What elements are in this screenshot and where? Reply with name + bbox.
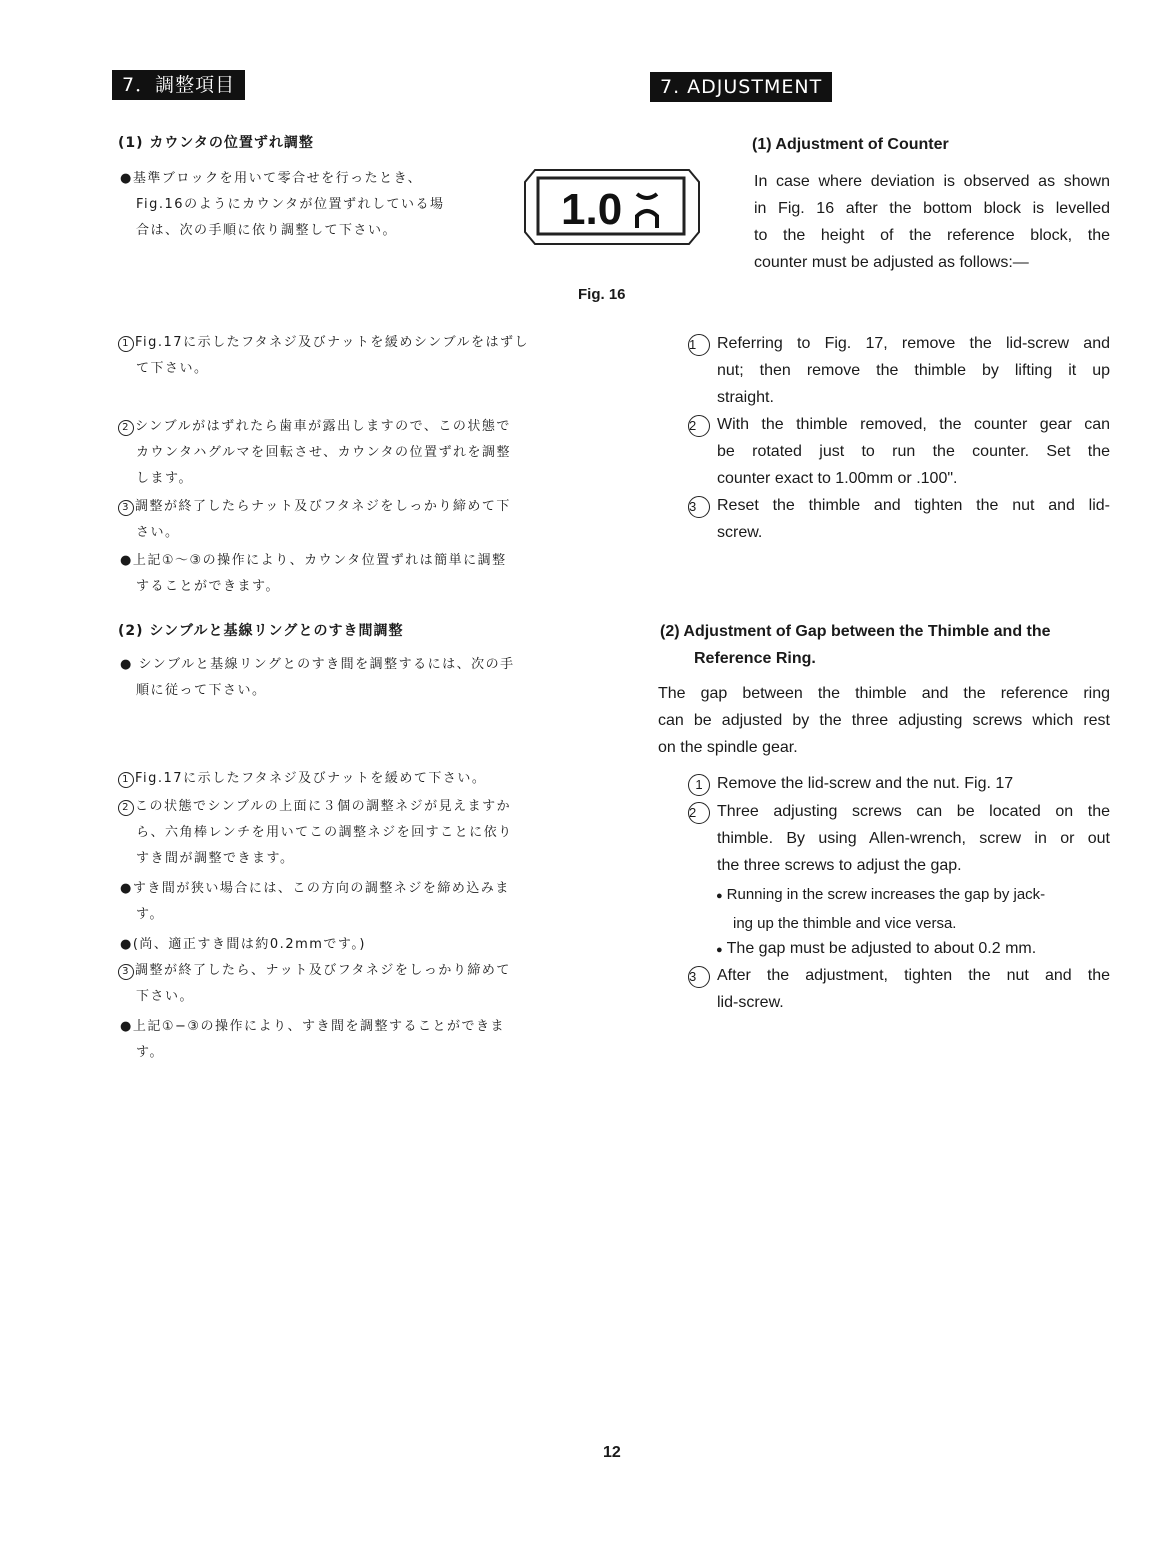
en-s2-bullet2: ● The gap must be adjusted to about 0.2 mm. bbox=[716, 940, 1037, 957]
step-number-badge: 1 bbox=[688, 774, 710, 796]
step-number-badge: 2 bbox=[118, 420, 134, 436]
jp-s2-note3: ●上記①−③の操作により、すき間を調整することができま す。 bbox=[120, 1019, 506, 1060]
figure-caption: Fig. 16 bbox=[578, 286, 626, 303]
jp-s2-heading: (2) シンブルと基線リングとのすき間調整 bbox=[118, 623, 404, 639]
step-number-badge: 3 bbox=[118, 500, 134, 516]
jp-s2-step2: 2 この状態でシンブルの上面に３個の調整ネジが見えますか ら、六角棒レンチを用いてこの調整ネジを回すことに依り すき間が調整できます。 bbox=[118, 794, 513, 872]
en-s1-intro: In case where deviation is observed as shown in Fig. 16 after the bottom block is levelled to the height of the reference block, the counter must be adjusted as follows:— bbox=[754, 173, 1110, 271]
step-number-badge: 3 bbox=[118, 964, 134, 980]
counter-display-figure bbox=[523, 166, 701, 248]
en-s1-step2: 2 With the thimble removed, the counter gear can be rotated just to run the counter. Set the counter exact to 1.00mm or .100". bbox=[689, 416, 1110, 487]
rolling-digit-bottom bbox=[637, 211, 657, 228]
jp-s2-intro: ● シンブルと基線リングとのすき間を調整するには、次の手 順に従って下さい。 bbox=[120, 657, 515, 698]
jp-s2-step1: 1 Fig.17に示したフタネジ及びナットを緩めて下さい。 bbox=[118, 766, 486, 792]
en-s2-bullet1: ● Running in the screw increases the gap by jack- ing up the thimble and vice versa. bbox=[716, 886, 1046, 932]
en-s2-step3: 3 After the adjustment, tighten the nut and the lid-screw. bbox=[689, 967, 1110, 1011]
jp-s1-note: ●上記①〜③の操作により、カウンタ位置ずれは簡単に調整 することができます。 bbox=[120, 553, 507, 594]
page-number: 12 bbox=[603, 1444, 621, 1461]
step-number-badge: 3 bbox=[688, 966, 710, 988]
bullet-marker: ● bbox=[716, 944, 723, 956]
jp-s1-intro: ●基準ブロックを用いて零合せを行ったとき、 Fig.16のようにカウンタが位置ずれしている場 合は、次の手順に依り調整して下さい。 bbox=[120, 171, 445, 238]
en-s1-step1: 1 Referring to Fig. 17, remove the lid-screw and nut; then remove the thimble by lifting it up straight. bbox=[689, 335, 1110, 406]
jp-s2-note1: ●すき間が狭い場合には、この方向の調整ネジを締め込みま す。 bbox=[120, 881, 510, 922]
en-section-title: 7. ADJUSTMENT bbox=[650, 72, 832, 102]
jp-s1-step1: 1 Fig.17に示したフタネジ及びナットを緩めシンブルをはずし て下さい。 bbox=[118, 330, 529, 382]
jp-s1-step3: 3 調整が終了したらナット及びフタネジをしっかり締めて下 さい。 bbox=[118, 494, 511, 546]
en-s2-intro: The gap between the thimble and the reference ring can be adjusted by the three adjusting screws which rest on the spindle gear. bbox=[658, 685, 1110, 756]
jp-s2-step3: 3 調整が終了したら、ナット及びフタネジをしっかり締めて 下さい。 bbox=[118, 958, 511, 1010]
step-number-badge: 2 bbox=[688, 415, 710, 437]
step-number-badge: 3 bbox=[688, 496, 710, 518]
en-s2-step2: 2 Three adjusting screws can be located on the thimble. By using Allen-wrench, screw in or out the three screws to adjust the gap. bbox=[689, 803, 1110, 874]
bullet-marker: ● bbox=[716, 890, 723, 902]
jp-s1-step2: 2 シンブルがはずれたら歯車が露出しますので、この状態で カウンタハグルマを回転させ、カウンタの位置ずれを調整 します。 bbox=[118, 414, 511, 492]
step-number-badge: 1 bbox=[688, 334, 710, 356]
step-number-badge: 1 bbox=[118, 772, 134, 788]
step-number-badge: 2 bbox=[688, 802, 710, 824]
jp-s2-note2: ●(尚、適正すき間は約0.2mmです。) bbox=[120, 937, 366, 952]
en-s2-step1: 1 Remove the lid-screw and the nut. Fig. 17 bbox=[688, 770, 1110, 797]
step-number-badge: 2 bbox=[118, 800, 134, 816]
en-s1-step3: 3 Reset the thimble and tighten the nut and lid- screw. bbox=[689, 497, 1110, 541]
step-number-badge: 1 bbox=[118, 336, 134, 352]
jp-section-title: 7．調整項目 bbox=[112, 70, 245, 100]
rolling-digit-top bbox=[637, 194, 657, 198]
jp-s1-heading: (1) カウンタの位置ずれ調整 bbox=[118, 135, 314, 151]
en-s1-heading: (1) Adjustment of Counter bbox=[752, 136, 949, 153]
counter-reading: 1.0 bbox=[561, 185, 623, 234]
en-s2-heading: (2) Adjustment of Gap between the Thimble and the Reference Ring. bbox=[660, 623, 1051, 667]
